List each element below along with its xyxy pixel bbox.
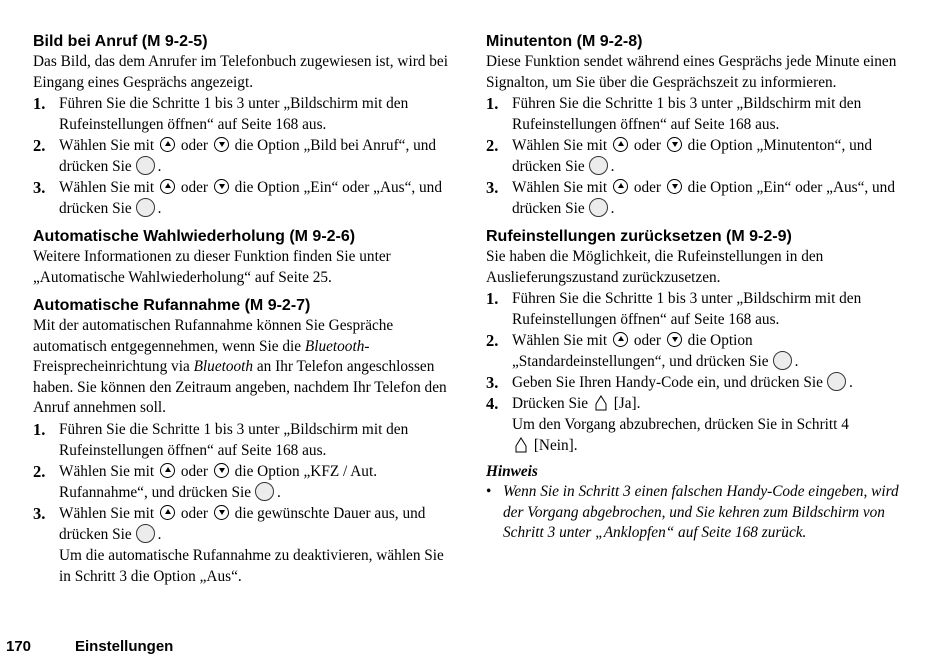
step-1: 1. Führen Sie die Schritte 1 bis 3 unter „Bildschirm mit den Rufeinstellungen öffnen“ auf Seite 168 aus. <box>486 94 862 133</box>
section-heading-automatische-wahlwiederholung: Automatische Wahlwiederholung (M 9-2-6) <box>33 228 356 245</box>
center-key-icon <box>589 156 608 175</box>
center-key-icon <box>589 198 608 217</box>
step-3: 3. Geben Sie Ihren Handy-Code ein, und drücken Sie . <box>486 373 853 392</box>
left-column <box>33 32 451 587</box>
center-key-icon <box>136 198 155 217</box>
step-2: 2. Wählen Sie mit oder die Option „KFZ / Aut. Rufannahme“, und drücken Sie . <box>33 461 378 501</box>
step-1: 1. Führen Sie die Schritte 1 bis 3 unter „Bildschirm mit den Rufeinstellungen öffnen“ auf Seite 168 aus. <box>33 94 409 133</box>
section-intro: Diese Funktion sendet während eines Gesprächs jede Minute einen Signalton, um Sie über die Gesprächszeit zu informieren. <box>486 53 897 91</box>
nav-key-down-icon <box>667 332 682 347</box>
left-softkey-icon <box>595 395 607 411</box>
nav-key-up-icon <box>613 179 628 194</box>
nav-key-up-icon <box>160 179 175 194</box>
page-number: 170 <box>6 638 32 655</box>
step-1: 1. Führen Sie die Schritte 1 bis 3 unter „Bildschirm mit den Rufeinstellungen öffnen“ auf Seite 168 aus. <box>33 419 409 459</box>
center-key-icon <box>773 351 792 370</box>
section-heading-automatische-rufannahme: Automatische Rufannahme (M 9-2-7) <box>33 297 311 314</box>
hint-text: • Wenn Sie in Schritt 3 einen falschen Handy-Code eingeben, wird der Vorgang abgebrochen, und Sie kehren zum Bildschirm von Schritt 3 unter „Anklopfen“ auf Seite 168 zurück. <box>486 483 899 541</box>
nav-key-down-icon <box>667 137 682 152</box>
section-heading-bild-bei-anruf: Bild bei Anruf (M 9-2-5) <box>33 33 208 50</box>
nav-key-up-icon <box>160 137 175 152</box>
section-name: Einstellungen <box>75 638 174 655</box>
right-column <box>486 32 906 544</box>
section-intro: Das Bild, das dem Anrufer im Telefonbuch zugewiesen ist, wird bei Eingang eines Gesprächs angezeigt. <box>33 53 448 91</box>
step-note: Um die automatische Rufannahme zu deaktivieren, wählen Sie in Schritt 3 die Option „Aus“. <box>59 546 444 585</box>
center-key-icon <box>255 482 274 501</box>
center-key-icon <box>136 156 155 175</box>
left-softkey-icon <box>515 437 527 453</box>
step-2: 2. Wählen Sie mit oder die Option „Standardeinstellungen“, und drücken Sie . <box>486 331 799 370</box>
hint-heading: Hinweis <box>486 463 538 480</box>
section-intro: Sie haben die Möglichkeit, die Rufeinstellungen in den Auslieferungszustand zurückzusetzen. <box>486 248 824 286</box>
nav-key-up-icon <box>613 137 628 152</box>
nav-key-down-icon <box>667 179 682 194</box>
nav-key-down-icon <box>214 505 229 520</box>
step-3: 3. Wählen Sie mit oder die gewünschte Dauer aus, und drücken Sie . Um die automatische Rufannahme zu deaktivieren, wählen Sie in Schritt 3 die Option „Aus“. <box>33 503 444 585</box>
nav-key-down-icon <box>214 137 229 152</box>
step-3: 3. Wählen Sie mit oder die Option „Ein“ oder „Aus“, und drücken Sie . <box>33 178 442 217</box>
nav-key-up-icon <box>160 505 175 520</box>
step-1: 1. Führen Sie die Schritte 1 bis 3 unter „Bildschirm mit den Rufeinstellungen öffnen“ auf Seite 168 aus. <box>486 289 862 328</box>
page-footer <box>6 638 173 655</box>
center-key-icon <box>136 524 155 543</box>
section-heading-rufeinstellungen-zuruecksetzen: Rufeinstellungen zurücksetzen (M 9-2-9) <box>486 228 792 245</box>
step-2: 2. Wählen Sie mit oder die Option „Minutenton“, und drücken Sie . <box>486 136 873 175</box>
section-heading-minutenton: Minutenton (M 9-2-8) <box>486 33 643 50</box>
section-intro: Mit der automatischen Rufannahme können Sie Gespräche automatisch entgegennehmen, wenn Sie die Bluetooth-Freisprecheinrichtung via Bluetooth an Ihr Telefon angeschlossen haben. Sie können den Zeitraum angeben, nachdem Ihr Telefon den Anruf annehmen soll. <box>33 317 447 416</box>
nav-key-down-icon <box>214 463 229 478</box>
step-2: 2. Wählen Sie mit oder die Option „Bild bei Anruf“, und drücken Sie . <box>33 136 437 175</box>
nav-key-up-icon <box>160 463 175 478</box>
step-4: 4. Drücken Sie [Ja]. Um den Vorgang abzubrechen, drücken Sie in Schritt 4 [Nein]. <box>486 394 849 454</box>
step-3: 3. Wählen Sie mit oder die Option „Ein“ oder „Aus“, und drücken Sie . <box>486 178 895 217</box>
nav-key-up-icon <box>613 332 628 347</box>
section-intro: Weitere Informationen zu dieser Funktion finden Sie unter „Automatische Wahlwiederholung“ auf Seite 25. <box>33 248 391 286</box>
center-key-icon <box>827 372 846 391</box>
nav-key-down-icon <box>214 179 229 194</box>
